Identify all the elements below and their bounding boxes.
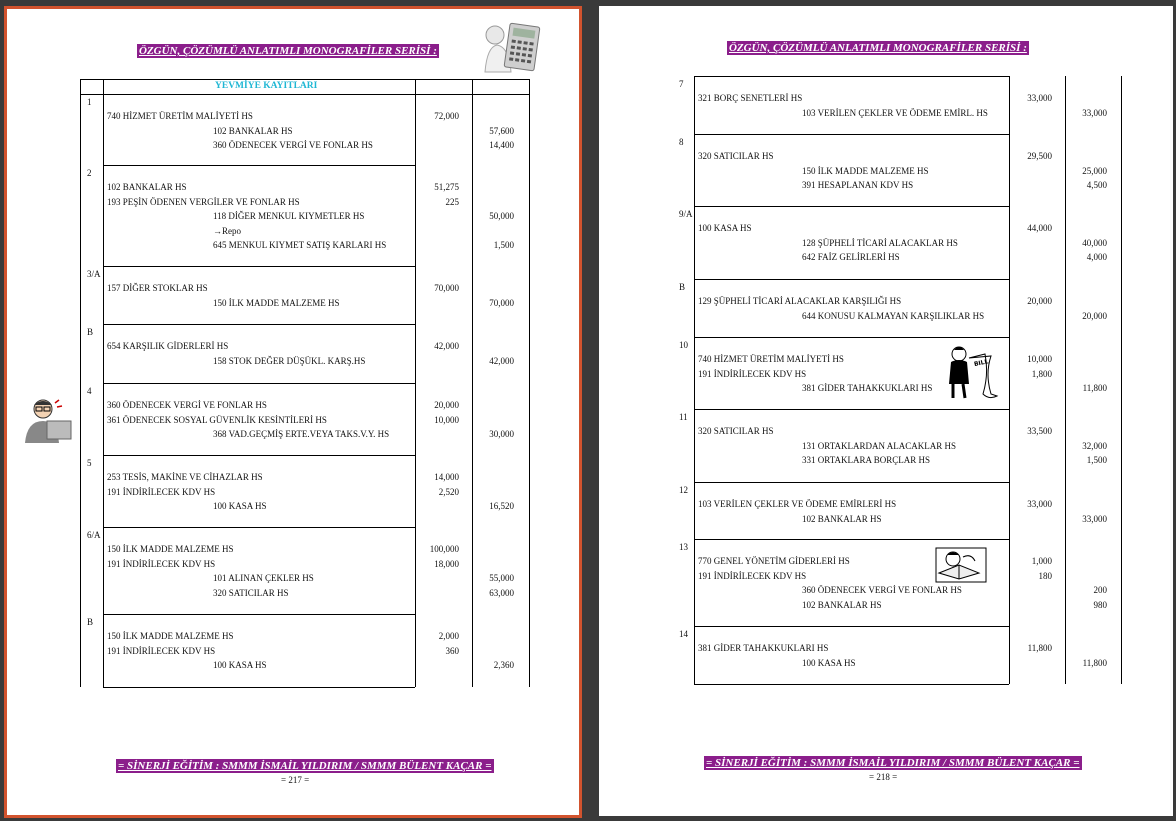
credit-amount: 4,500 [1086, 180, 1107, 190]
entry-number: 2 [87, 168, 92, 178]
entry-rule [694, 626, 1009, 627]
debit-account: 321 BORÇ SENETLERİ HS [698, 93, 803, 103]
debit-account: 157 DİĞER STOKLAR HS [107, 283, 208, 293]
entry-number: 8 [679, 137, 684, 147]
entry-rule [694, 539, 1009, 540]
entry-number: 6/A [87, 530, 101, 540]
credit-account: 391 HESAPLANAN KDV HS [802, 180, 914, 190]
debit-amount: 20,000 [1027, 296, 1052, 306]
credit-amount: 63,000 [489, 587, 514, 598]
table-header: YEVMİYE KAYITLARI [215, 81, 318, 91]
header-rule [80, 79, 529, 80]
credit-account: 100 KASA HS [213, 660, 267, 670]
credit-account: 118 DİĞER MENKUL KIYMETLER HS [213, 211, 365, 221]
credit-account: 150 İLK MADDE MALZEME HS [802, 165, 929, 176]
entry-number: 14 [679, 629, 688, 639]
credit-account: 100 KASA HS [802, 657, 856, 668]
debit-account: 381 GİDER TAHAKKUKLARI HS [698, 643, 829, 653]
svg-text:BILL: BILL [973, 358, 989, 369]
credit-account: 150 İLK MADDE MALZEME HS [213, 297, 340, 308]
credit-amount: 33,000 [1082, 107, 1107, 118]
credit-amount: 32,000 [1082, 440, 1107, 451]
series-title: ÖZGÜN, ÇÖZÜMLÜ ANLATIMLI MONOGRAFİLER SERİSİ : [139, 45, 437, 57]
column-rule [1121, 76, 1122, 684]
credit-account: 100 KASA HS [213, 501, 267, 511]
entry-border [694, 76, 695, 684]
debit-amount: 51,275 [434, 182, 459, 192]
entry-rule [103, 324, 415, 325]
debit-account: 102 BANKALAR HS [107, 182, 187, 192]
entry-number: 5 [87, 458, 92, 468]
entry-rule [103, 383, 415, 384]
entry-rule [694, 206, 1009, 207]
entry-number: 3/A [87, 269, 101, 279]
credit-amount: 25,000 [1082, 165, 1107, 176]
debit-account: 740 HİZMET ÜRETİM MALİYETİ HS [698, 354, 844, 364]
entry-number: 4 [87, 386, 92, 396]
right-page [599, 6, 1173, 816]
debit-amount: 33,000 [1027, 93, 1052, 103]
entry-rule [694, 279, 1009, 280]
column-rule [415, 79, 416, 687]
credit-amount: 1,500 [493, 240, 514, 250]
debit-account: 150 İLK MADDE MALZEME HS [107, 544, 234, 554]
credit-account: 320 SATICILAR HS [213, 587, 289, 598]
credit-account: 128 ŞÜPHELİ TİCARİ ALACAKLAR HS [802, 237, 958, 248]
debit-account: 253 TESİS, MAKİNE VE CİHAZLAR HS [107, 472, 263, 482]
debit-amount: 10,000 [1027, 354, 1052, 364]
entry-rule [694, 337, 1009, 338]
page-number: = 217 = [281, 775, 310, 785]
credit-account: 381 GİDER TAHAKKUKLARI HS [802, 383, 933, 393]
credit-amount: 980 [1093, 599, 1107, 610]
debit-amount: 33,000 [1027, 499, 1052, 509]
debit-account: 191 İNDİRİLECEK KDV HS [107, 486, 216, 497]
entry-number: B [679, 282, 686, 292]
credit-amount: 55,000 [489, 573, 514, 583]
debit-amount: 180 [1038, 570, 1052, 581]
left-page [4, 6, 582, 818]
entry-rule [694, 409, 1009, 410]
debit-amount: 1,800 [1031, 368, 1052, 379]
credit-account: 368 VAD.GEÇMİŞ ERTE.VEYA TAKS.V.Y. HS [213, 429, 390, 439]
credit-account: 331 ORTAKLARA BORÇLAR HS [802, 455, 931, 465]
column-rule [529, 79, 530, 687]
debit-amount: 18,000 [434, 558, 459, 569]
credit-amount: 40,000 [1082, 237, 1107, 248]
debit-account: 770 GENEL YÖNETİM GİDERLERİ HS [698, 556, 850, 566]
credit-account: 102 BANKALAR HS [213, 125, 293, 136]
credit-amount: 42,000 [489, 355, 514, 366]
debit-amount: 72,000 [434, 111, 459, 121]
debit-account: 191 İNDİRİLECEK KDV HS [107, 645, 216, 656]
entry-rule [694, 482, 1009, 483]
entry-border [103, 79, 104, 687]
credit-account: 131 ORTAKLARDAN ALACAKLAR HS [802, 440, 956, 451]
entry-rule [103, 527, 415, 528]
series-title: ÖZGÜN, ÇÖZÜMLÜ ANLATIMLI MONOGRAFİLER SERİSİ : [729, 42, 1027, 54]
debit-account: 740 HİZMET ÜRETİM MALİYETİ HS [107, 111, 253, 121]
page-number: = 218 = [869, 772, 898, 782]
debit-amount: 1,000 [1031, 556, 1052, 566]
debit-account: 360 ÖDENECEK VERGİ VE FONLAR HS [107, 400, 267, 410]
credit-amount: 30,000 [489, 429, 514, 439]
debit-amount: 2,520 [438, 486, 459, 497]
man-laptop-icon [21, 395, 73, 445]
credit-amount: 4,000 [1086, 252, 1107, 262]
debit-amount: 44,000 [1027, 223, 1052, 233]
debit-account: 129 ŞÜPHELİ TİCARİ ALACAKLAR KARŞILIĞI HS [698, 296, 902, 306]
debit-amount: 20,000 [434, 400, 459, 410]
credit-account: 101 ALINAN ÇEKLER HS [213, 573, 314, 583]
entry-rule [103, 165, 415, 166]
credit-amount: 11,800 [1082, 383, 1107, 393]
footer-title: = SİNERJİ EĞİTİM : SMMM İSMAİL YILDIRIM / SMMM BÜLENT KAÇAR = [706, 757, 1080, 769]
credit-account: 158 STOK DEĞER DÜŞÜKL. KARŞ.HS [213, 355, 366, 366]
credit-amount: 1,500 [1086, 455, 1107, 465]
entry-number: 13 [679, 542, 688, 552]
debit-account: 191 İNDİRİLECEK KDV HS [107, 558, 216, 569]
credit-amount: 200 [1093, 585, 1107, 595]
debit-account: 654 KARŞILIK GİDERLERİ HS [107, 341, 229, 351]
column-rule [1009, 76, 1010, 684]
debit-amount: 29,500 [1027, 151, 1052, 161]
debit-amount: 42,000 [434, 341, 459, 351]
entry-number: 7 [679, 79, 684, 89]
calculator-man-icon [477, 17, 545, 75]
entry-rule [694, 76, 1009, 77]
credit-account: 360 ÖDENECEK VERGİ VE FONLAR HS [213, 140, 373, 150]
credit-account: 360 ÖDENECEK VERGİ VE FONLAR HS [802, 585, 962, 595]
entry-number: 1 [87, 97, 92, 107]
debit-amount: 225 [445, 196, 459, 207]
credit-amount: 16,520 [489, 501, 514, 511]
credit-account: 642 FAİZ GELİRLERİ HS [802, 252, 900, 262]
credit-account: 102 BANKALAR HS [802, 599, 882, 610]
entry-rule [103, 455, 415, 456]
debit-account: 320 SATICILAR HS [698, 426, 774, 436]
entry-rule [103, 687, 415, 688]
entry-rule [103, 614, 415, 615]
entry-rule [694, 684, 1009, 685]
credit-amount: 2,360 [493, 660, 514, 670]
credit-amount: 70,000 [489, 297, 514, 308]
debit-account: 320 SATICILAR HS [698, 151, 774, 161]
debit-amount: 33,500 [1027, 426, 1052, 436]
entry-number: B [87, 327, 94, 337]
debit-amount: 11,800 [1027, 643, 1052, 653]
entry-number: 12 [679, 485, 688, 495]
credit-account: 645 MENKUL KIYMET SATIŞ KARLARI HS [213, 240, 387, 250]
debit-account: 361 ÖDENECEK SOSYAL GÜVENLİK KESİNTİLERİ HS [107, 414, 327, 425]
debit-amount: 100,000 [429, 544, 459, 554]
entry-rule [694, 134, 1009, 135]
credit-amount: 20,000 [1082, 310, 1107, 321]
reading-man-icon [935, 547, 987, 583]
entry-rule [103, 266, 415, 267]
credit-account: 644 KONUSU KALMAYAN KARŞILIKLAR HS [802, 310, 985, 321]
debit-account: 191 İNDİRİLECEK KDV HS [698, 368, 807, 379]
credit-amount: 33,000 [1082, 513, 1107, 524]
entry-number: 11 [679, 412, 688, 422]
entry-number: B [87, 617, 94, 627]
credit-account: →Repo [213, 225, 241, 236]
footer-title: = SİNERJİ EĞİTİM : SMMM İSMAİL YILDIRIM / SMMM BÜLENT KAÇAR = [118, 760, 492, 772]
debit-amount: 2,000 [438, 631, 459, 641]
entry-number: 9/A [679, 209, 693, 219]
credit-amount: 50,000 [489, 211, 514, 221]
credit-account: 103 VERİLEN ÇEKLER VE ÖDEME EMİRL. HS [802, 107, 988, 118]
credit-amount: 11,800 [1082, 657, 1107, 668]
debit-amount: 360 [445, 645, 459, 656]
debit-account: 103 VERİLEN ÇEKLER VE ÖDEME EMİRLERİ HS [698, 499, 897, 509]
credit-account: 102 BANKALAR HS [802, 513, 882, 524]
debit-amount: 10,000 [434, 414, 459, 425]
debit-account: 193 PEŞİN ÖDENEN VERGİLER VE FONLAR HS [107, 196, 300, 207]
debit-account: 150 İLK MADDE MALZEME HS [107, 631, 234, 641]
credit-amount: 14,400 [489, 140, 514, 150]
debit-amount: 70,000 [434, 283, 459, 293]
column-rule [80, 79, 81, 687]
debit-account: 191 İNDİRİLECEK KDV HS [698, 570, 807, 581]
entry-number: 10 [679, 340, 688, 350]
debit-account: 100 KASA HS [698, 223, 752, 233]
header-rule [80, 94, 529, 95]
debit-amount: 14,000 [434, 472, 459, 482]
credit-amount: 57,600 [489, 125, 514, 136]
